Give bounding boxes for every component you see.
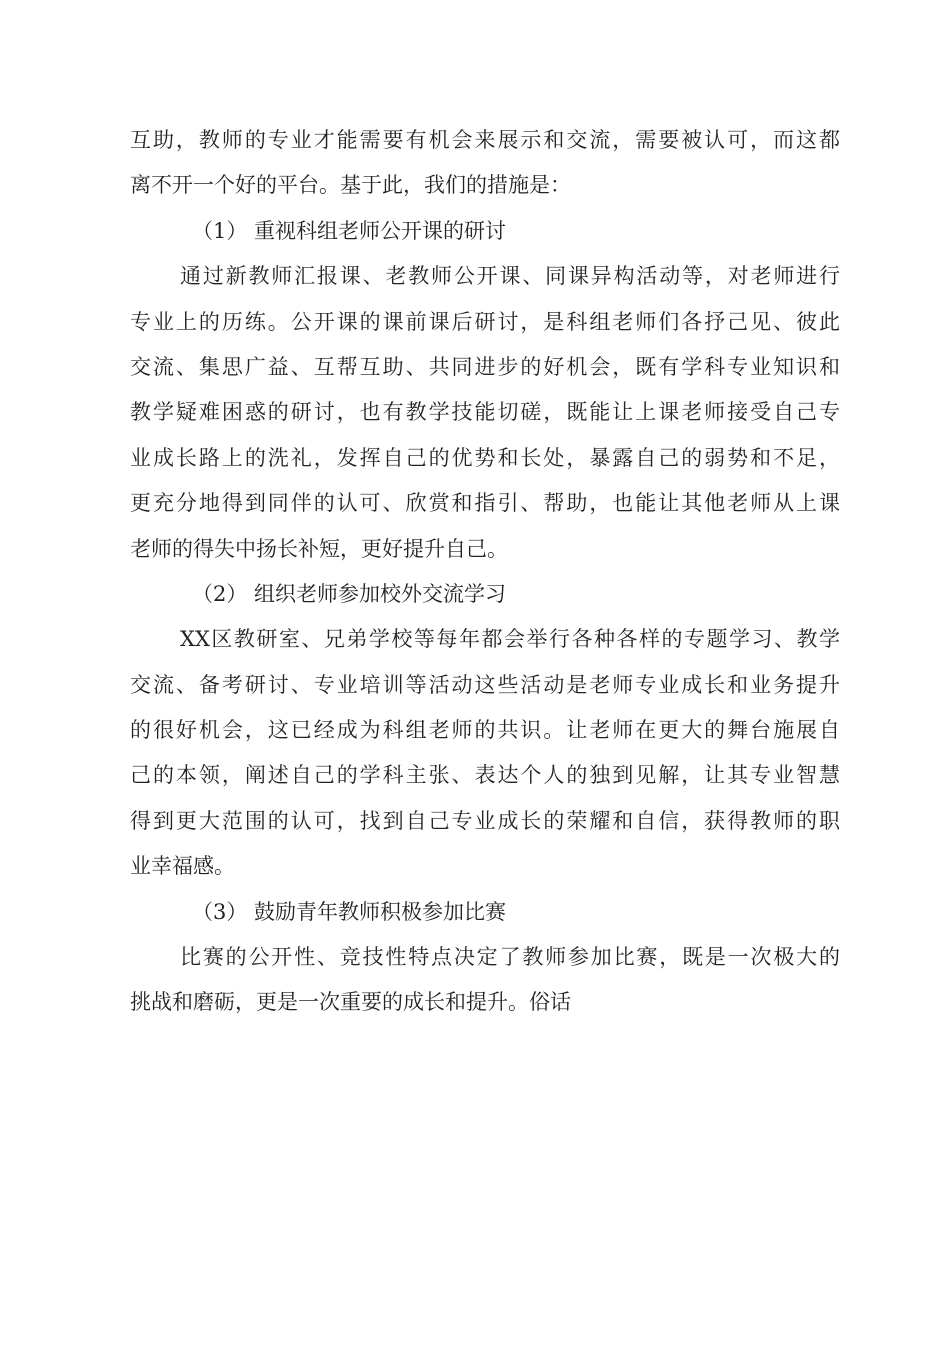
paragraph-line: 教学疑难困惑的研讨，也有教学技能切磋，既能让上课老师接受自己专 bbox=[130, 400, 840, 425]
paragraph-line: 通过新教师汇报课、老教师公开课、同课异构活动等，对老师进行 bbox=[180, 264, 840, 289]
paragraph-line: 的很好机会，这已经成为科组老师的共识。让老师在更大的舞台施展自 bbox=[130, 718, 840, 743]
section-heading: （2） 组织老师参加校外交流学习 bbox=[192, 581, 507, 606]
paragraph-line: 交流、备考研讨、专业培训等活动这些活动是老师专业成长和业务提升 bbox=[130, 672, 840, 697]
paragraph-line: XX区教研室、兄弟学校等每年都会举行各种各样的专题学习、教学 bbox=[180, 627, 840, 652]
paragraph-line: 己的本领，阐述自己的学科主张、表达个人的独到见解，让其专业智慧 bbox=[130, 763, 840, 788]
paragraph-line: 老师的得失中扬长补短，更好提升自己。 bbox=[130, 536, 508, 561]
paragraph-line: 比赛的公开性、竞技性特点决定了教师参加比赛，既是一次极大的 bbox=[180, 945, 840, 970]
document-body bbox=[130, 118, 840, 1026]
paragraph-line: 互助，教师的专业才能需要有机会来展示和交流，需要被认可，而这都 bbox=[130, 128, 840, 152]
paragraph-line: 更充分地得到同伴的认可、欣赏和指引、帮助，也能让其他老师从上课 bbox=[130, 491, 840, 516]
paragraph-line: 得到更大范围的认可，找到自己专业成长的荣耀和自信，获得教师的职 bbox=[130, 808, 840, 833]
paragraph-line: 业幸福感。 bbox=[130, 854, 235, 879]
paragraph-line: 交流、集思广益、互帮互助、共同进步的好机会，既有学科专业知识和 bbox=[130, 354, 840, 379]
section-heading: （1） 重视科组老师公开课的研讨 bbox=[192, 218, 507, 243]
paragraph-line: 挑战和磨砺，更是一次重要的成长和提升。俗话 bbox=[130, 990, 571, 1015]
paragraph-line: 专业上的历练。公开课的课前课后研讨，是科组老师们各抒己见、彼此 bbox=[130, 309, 840, 334]
paragraph-line: 离不开一个好的平台。基于此，我们的措施是： bbox=[130, 173, 571, 198]
paragraph-line: 业成长路上的洗礼，发挥自己的优势和长处，暴露自己的弱势和不足， bbox=[130, 445, 840, 470]
section-heading: （3） 鼓励青年教师积极参加比赛 bbox=[192, 899, 507, 924]
